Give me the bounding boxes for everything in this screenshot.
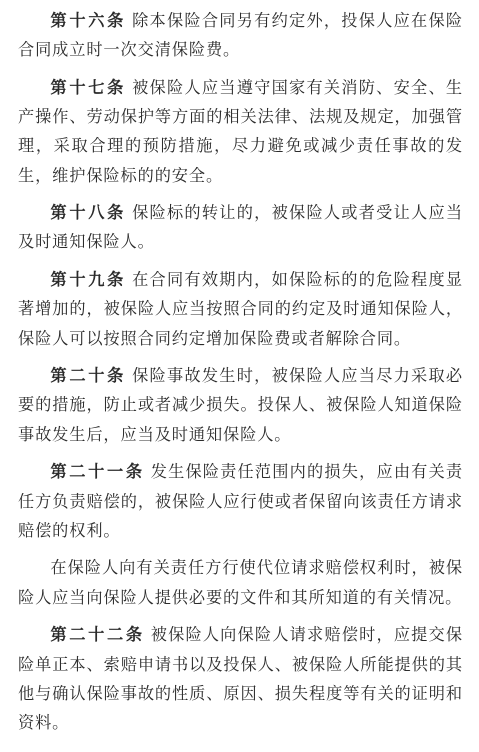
article-text: 被保险人应当遵守国家有关消防、安全、生产操作、劳动保护等方面的相关法律、法规及规定，加强管理，采取合理的预防措施，尽力避免或减少责任事故的发生，维护保险标的的安全。 xyxy=(18,77,463,185)
article-22 xyxy=(18,620,463,737)
article-text: 被保险人向保险人请求赔偿时，应提交保险单正本、索赔申请书以及投保人、被保险人所能提供的其他与确认保险事故的性质、原因、损失程度等有关的证明和资料。 xyxy=(18,625,464,732)
article-text: 发生保险责任范围内的损失，应由有关责任方负责赔偿的，被保险人应行使或者保留向该责任方请求赔偿的权利。 xyxy=(18,462,464,540)
article-text: 保险事故发生时，被保险人应当尽力采取必要的措施，防止或者减少损失。投保人、被保险人知道保险事故发生后，应当及时通知保险人。 xyxy=(18,366,463,444)
article-text: 保险标的转让的，被保险人或者受让人应当及时通知保险人。 xyxy=(18,203,463,252)
article-text: 除本保险合同另有约定外，投保人应在保险合同成立时一次交清保险费。 xyxy=(18,11,463,60)
article-text: 在合同有效期内，如保险标的的危险程度显著增加的，被保险人应当按照合同的约定及时通知保险人，保险人可以按照合同约定增加保险费或者解除合同。 xyxy=(18,270,463,348)
article-label: 第十九条 xyxy=(50,270,127,290)
article-17 xyxy=(18,73,463,190)
article-text: 在保险人向有关责任方行使代位请求赔偿权利时，被保险人应当向保险人提供必要的文件和其所知道的有关情况。 xyxy=(18,558,463,607)
article-20 xyxy=(18,361,463,449)
article-21-continuation xyxy=(18,553,463,611)
article-label: 第十六条 xyxy=(50,11,127,30)
article-label: 第二十条 xyxy=(50,366,127,386)
article-label: 第十八条 xyxy=(50,203,127,223)
article-label: 第十七条 xyxy=(50,77,127,97)
article-21 xyxy=(18,457,463,545)
article-label: 第二十二条 xyxy=(50,625,145,645)
document-body xyxy=(18,6,463,746)
article-label: 第二十一条 xyxy=(50,462,145,482)
article-19 xyxy=(18,265,463,353)
article-18 xyxy=(18,198,463,256)
article-16 xyxy=(18,6,463,64)
